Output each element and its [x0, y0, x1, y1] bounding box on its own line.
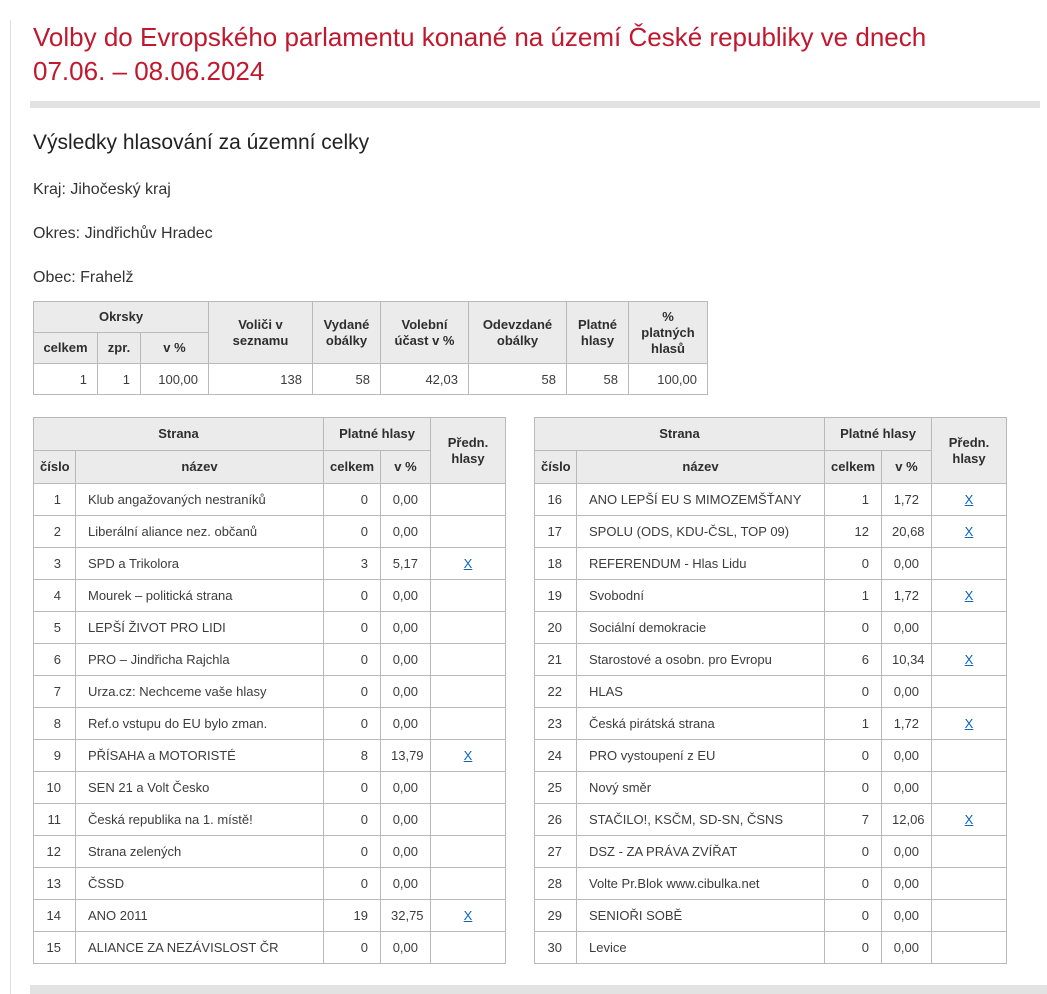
party-votes-pct: 0,00: [882, 868, 932, 900]
table-row: [34, 932, 506, 964]
table-row: [535, 708, 1007, 740]
table-row: [535, 644, 1007, 676]
party-votes-pct: 0,00: [381, 772, 431, 804]
party-name: Strana zelených: [76, 836, 324, 868]
party-header-strana: Strana: [535, 418, 825, 451]
party-number: 7: [34, 676, 76, 708]
party-number: 2: [34, 516, 76, 548]
party-name: ANO LEPŠÍ EU S MIMOZEMŠŤANY: [577, 484, 825, 516]
party-number: 14: [34, 900, 76, 932]
pref-votes-link[interactable]: X: [964, 652, 974, 667]
party-number: 12: [34, 836, 76, 868]
table-row: [34, 708, 506, 740]
party-votes-pct: 0,00: [381, 676, 431, 708]
party-votes-total: 0: [324, 836, 381, 868]
party-votes-total: 1: [825, 580, 882, 612]
table-row: [34, 868, 506, 900]
party-number: 30: [535, 932, 577, 964]
party-header-celkem: celkem: [324, 451, 381, 484]
party-name: Liberální aliance nez. občanů: [76, 516, 324, 548]
party-name: HLAS: [577, 676, 825, 708]
party-pref-cell: [932, 868, 1007, 900]
party-votes-total: 0: [324, 484, 381, 516]
summary-header-okrsky-zpr: zpr.: [98, 333, 141, 364]
party-name: Mourek – politická strana: [76, 580, 324, 612]
party-votes-total: 0: [825, 548, 882, 580]
party-votes-total: 0: [324, 708, 381, 740]
party-votes-pct: 0,00: [882, 836, 932, 868]
party-name: Volte Pr.Blok www.cibulka.net: [577, 868, 825, 900]
party-pref-cell: [932, 676, 1007, 708]
party-votes-pct: 12,06: [882, 804, 932, 836]
party-name: Česká republika na 1. místě!: [76, 804, 324, 836]
party-name: PRO – Jindřicha Rajchla: [76, 644, 324, 676]
party-votes-total: 0: [825, 612, 882, 644]
party-pref-cell: [932, 900, 1007, 932]
party-pref-cell: [932, 932, 1007, 964]
pref-votes-link[interactable]: X: [463, 908, 473, 923]
party-votes-pct: 5,17: [381, 548, 431, 580]
party-votes-total: 3: [324, 548, 381, 580]
party-number: 22: [535, 676, 577, 708]
pref-votes-link[interactable]: X: [964, 716, 974, 731]
okrsky-celkem-value: 1: [34, 364, 98, 395]
party-name: SENIOŘI SOBĚ: [577, 900, 825, 932]
table-row: [34, 836, 506, 868]
party-name: SPD a Trikolora: [76, 548, 324, 580]
party-number: 15: [34, 932, 76, 964]
table-row: [34, 804, 506, 836]
party-votes-total: 0: [324, 868, 381, 900]
table-row: [535, 612, 1007, 644]
party-number: 29: [535, 900, 577, 932]
pref-votes-link[interactable]: X: [964, 588, 974, 603]
party-number: 13: [34, 868, 76, 900]
party-header-v-pct: v %: [381, 451, 431, 484]
party-pref-cell: [431, 740, 506, 772]
party-name: Klub angažovaných nestraníků: [76, 484, 324, 516]
party-votes-pct: 0,00: [381, 804, 431, 836]
party-pref-cell: [431, 612, 506, 644]
party-name: ANO 2011: [76, 900, 324, 932]
party-number: 3: [34, 548, 76, 580]
table-row: [34, 484, 506, 516]
party-name: Levice: [577, 932, 825, 964]
party-pref-cell: [431, 868, 506, 900]
region-kraj: Kraj: Jihočeský kraj: [33, 181, 171, 198]
party-pref-cell: [431, 580, 506, 612]
vydane-obalky-value: 58: [313, 364, 381, 395]
okrsky-v-pct-value: 100,00: [141, 364, 209, 395]
party-name: LEPŠÍ ŽIVOT PRO LIDI: [76, 612, 324, 644]
party-tables-container: [33, 417, 1040, 964]
party-number: 11: [34, 804, 76, 836]
table-row: [535, 932, 1007, 964]
party-number: 24: [535, 740, 577, 772]
party-header-platne-hlasy: Platné hlasy: [324, 418, 431, 451]
party-votes-pct: 20,68: [882, 516, 932, 548]
party-votes-pct: 0,00: [882, 900, 932, 932]
summary-header-pct-platnych-hlasu: % platných hlasů: [629, 302, 708, 364]
party-name: Svobodní: [577, 580, 825, 612]
summary-header-odevzdane-obalky: Odevzdané obálky: [469, 302, 567, 364]
table-row: [535, 900, 1007, 932]
okrsky-zpr-value: 1: [98, 364, 141, 395]
region-obec: Obec: Frahelž: [33, 269, 134, 286]
pct-platnych-hlasu-value: 100,00: [629, 364, 708, 395]
summary-header-okrsky-v-pct: v %: [141, 333, 209, 364]
party-header-nazev: název: [577, 451, 825, 484]
pref-votes-link[interactable]: X: [463, 556, 473, 571]
bottom-divider: [30, 985, 1047, 994]
odevzdane-obalky-value: 58: [469, 364, 567, 395]
region-okres: Okres: Jindřichův Hradec: [33, 225, 213, 242]
party-name: Nový směr: [577, 772, 825, 804]
party-votes-pct: 0,00: [381, 868, 431, 900]
party-number: 6: [34, 644, 76, 676]
summary-table: [33, 301, 708, 395]
volebni-ucast-value: 42,03: [381, 364, 469, 395]
table-row: [34, 612, 506, 644]
page-title-line1: Volby do Evropského parlamentu konané na území České republiky ve dnech: [33, 22, 927, 52]
party-pref-cell: [932, 740, 1007, 772]
party-pref-cell: [431, 484, 506, 516]
table-row: [535, 484, 1007, 516]
party-header-celkem: celkem: [825, 451, 882, 484]
party-pref-cell: [932, 772, 1007, 804]
summary-header-okrsky-celkem: celkem: [34, 333, 98, 364]
party-votes-total: 7: [825, 804, 882, 836]
table-row: [535, 772, 1007, 804]
party-number: 18: [535, 548, 577, 580]
party-votes-pct: 1,72: [882, 708, 932, 740]
party-pref-cell: [431, 676, 506, 708]
party-pref-cell: [932, 836, 1007, 868]
summary-header-volebni-ucast: Volební účast v %: [381, 302, 469, 364]
section-title: Výsledky hlasování za územní celky: [33, 131, 370, 154]
party-pref-cell: [932, 612, 1007, 644]
party-number: 23: [535, 708, 577, 740]
party-pref-cell: [932, 644, 1007, 676]
party-pref-cell: [932, 484, 1007, 516]
table-row: [34, 580, 506, 612]
party-votes-total: 0: [324, 932, 381, 964]
party-votes-total: 8: [324, 740, 381, 772]
party-votes-total: 0: [825, 868, 882, 900]
page-title-line2: 07.06. – 08.06.2024: [33, 56, 265, 86]
summary-header-okrsky: Okrsky: [34, 302, 209, 333]
table-row: [34, 676, 506, 708]
party-name: Ref.o vstupu do EU bylo zman.: [76, 708, 324, 740]
party-votes-pct: 0,00: [882, 932, 932, 964]
party-votes-total: 0: [324, 516, 381, 548]
party-votes-total: 0: [324, 580, 381, 612]
party-number: 28: [535, 868, 577, 900]
party-number: 27: [535, 836, 577, 868]
page-title: [33, 20, 1040, 88]
party-votes-total: 0: [324, 612, 381, 644]
table-row: [34, 548, 506, 580]
party-votes-pct: 0,00: [381, 708, 431, 740]
party-number: 9: [34, 740, 76, 772]
party-number: 5: [34, 612, 76, 644]
table-row: [34, 740, 506, 772]
party-name: Sociální demokracie: [577, 612, 825, 644]
party-name: REFERENDUM - Hlas Lidu: [577, 548, 825, 580]
party-number: 17: [535, 516, 577, 548]
party-pref-cell: [932, 708, 1007, 740]
table-row: [535, 676, 1007, 708]
table-row: [535, 580, 1007, 612]
party-header-cislo: číslo: [535, 451, 577, 484]
party-header-platne-hlasy: Platné hlasy: [825, 418, 932, 451]
party-votes-pct: 0,00: [381, 836, 431, 868]
party-votes-total: 0: [825, 932, 882, 964]
party-votes-pct: 0,00: [381, 580, 431, 612]
party-name: Starostové a osobn. pro Evropu: [577, 644, 825, 676]
table-row: [535, 804, 1007, 836]
pref-votes-link[interactable]: X: [463, 748, 473, 763]
party-name: ALIANCE ZA NEZÁVISLOST ČR: [76, 932, 324, 964]
table-row: [34, 900, 506, 932]
page-left-border: [10, 20, 11, 994]
party-name: DSZ - ZA PRÁVA ZVÍŘAT: [577, 836, 825, 868]
party-votes-pct: 0,00: [381, 612, 431, 644]
party-number: 16: [535, 484, 577, 516]
table-row: [34, 644, 506, 676]
party-number: 20: [535, 612, 577, 644]
summary-header-vydane-obalky: Vydané obálky: [313, 302, 381, 364]
summary-row: [34, 364, 708, 395]
table-row: [535, 740, 1007, 772]
summary-header-platne-hlasy: Platné hlasy: [567, 302, 629, 364]
party-header-predn-hlasy: Předn. hlasy: [431, 418, 506, 484]
party-votes-total: 0: [825, 772, 882, 804]
party-pref-cell: [932, 804, 1007, 836]
party-name: Česká pirátská strana: [577, 708, 825, 740]
party-number: 19: [535, 580, 577, 612]
party-header-strana: Strana: [34, 418, 324, 451]
party-name: PŘÍSAHA a MOTORISTÉ: [76, 740, 324, 772]
party-table-right: [534, 417, 1007, 964]
party-votes-pct: 0,00: [381, 644, 431, 676]
party-pref-cell: [431, 900, 506, 932]
platne-hlasy-value: 58: [567, 364, 629, 395]
party-header-nazev: název: [76, 451, 324, 484]
table-row: [34, 772, 506, 804]
party-number: 8: [34, 708, 76, 740]
party-votes-pct: 1,72: [882, 484, 932, 516]
party-name: SEN 21 a Volt Česko: [76, 772, 324, 804]
pref-votes-link[interactable]: X: [964, 524, 974, 539]
party-pref-cell: [932, 548, 1007, 580]
party-votes-pct: 10,34: [882, 644, 932, 676]
party-name: STAČILO!, KSČM, SD-SN, ČSNS: [577, 804, 825, 836]
party-pref-cell: [932, 516, 1007, 548]
party-number: 4: [34, 580, 76, 612]
party-name: PRO vystoupení z EU: [577, 740, 825, 772]
party-votes-total: 0: [825, 740, 882, 772]
table-row: [535, 548, 1007, 580]
party-votes-pct: 0,00: [381, 516, 431, 548]
party-votes-total: 0: [825, 676, 882, 708]
party-table-left: [33, 417, 506, 964]
table-row: [535, 868, 1007, 900]
party-votes-pct: 13,79: [381, 740, 431, 772]
table-row: [535, 516, 1007, 548]
party-votes-total: 0: [825, 900, 882, 932]
party-votes-pct: 0,00: [882, 676, 932, 708]
table-row: [34, 516, 506, 548]
party-votes-pct: 0,00: [882, 740, 932, 772]
party-pref-cell: [431, 516, 506, 548]
party-votes-pct: 0,00: [882, 548, 932, 580]
party-votes-total: 0: [324, 804, 381, 836]
party-votes-total: 6: [825, 644, 882, 676]
party-name: SPOLU (ODS, KDU-ČSL, TOP 09): [577, 516, 825, 548]
party-votes-pct: 1,72: [882, 580, 932, 612]
party-votes-total: 0: [324, 772, 381, 804]
title-divider: [30, 101, 1040, 108]
party-name: Urza.cz: Nechceme vaše hlasy: [76, 676, 324, 708]
party-pref-cell: [431, 548, 506, 580]
party-pref-cell: [932, 580, 1007, 612]
party-votes-total: 0: [324, 644, 381, 676]
party-votes-total: 12: [825, 516, 882, 548]
party-pref-cell: [431, 804, 506, 836]
party-header-cislo: číslo: [34, 451, 76, 484]
party-votes-pct: 0,00: [882, 612, 932, 644]
pref-votes-link[interactable]: X: [964, 492, 974, 507]
party-pref-cell: [431, 772, 506, 804]
party-votes-pct: 0,00: [381, 932, 431, 964]
party-votes-total: 1: [825, 708, 882, 740]
party-header-v-pct: v %: [882, 451, 932, 484]
party-name: ČSSD: [76, 868, 324, 900]
pref-votes-link[interactable]: X: [964, 812, 974, 827]
party-votes-total: 0: [825, 836, 882, 868]
party-votes-pct: 0,00: [882, 772, 932, 804]
party-header-predn-hlasy: Předn. hlasy: [932, 418, 1007, 484]
party-number: 10: [34, 772, 76, 804]
party-pref-cell: [431, 836, 506, 868]
party-number: 26: [535, 804, 577, 836]
party-number: 25: [535, 772, 577, 804]
party-number: 21: [535, 644, 577, 676]
summary-header-volici-v-seznamu: Voliči v seznamu: [209, 302, 313, 364]
party-pref-cell: [431, 644, 506, 676]
election-results-page: [0, 20, 1047, 964]
party-pref-cell: [431, 932, 506, 964]
party-votes-pct: 32,75: [381, 900, 431, 932]
party-pref-cell: [431, 708, 506, 740]
party-votes-pct: 0,00: [381, 484, 431, 516]
table-row: [535, 836, 1007, 868]
party-votes-total: 1: [825, 484, 882, 516]
party-number: 1: [34, 484, 76, 516]
volici-v-seznamu-value: 138: [209, 364, 313, 395]
party-votes-total: 0: [324, 676, 381, 708]
party-votes-total: 19: [324, 900, 381, 932]
